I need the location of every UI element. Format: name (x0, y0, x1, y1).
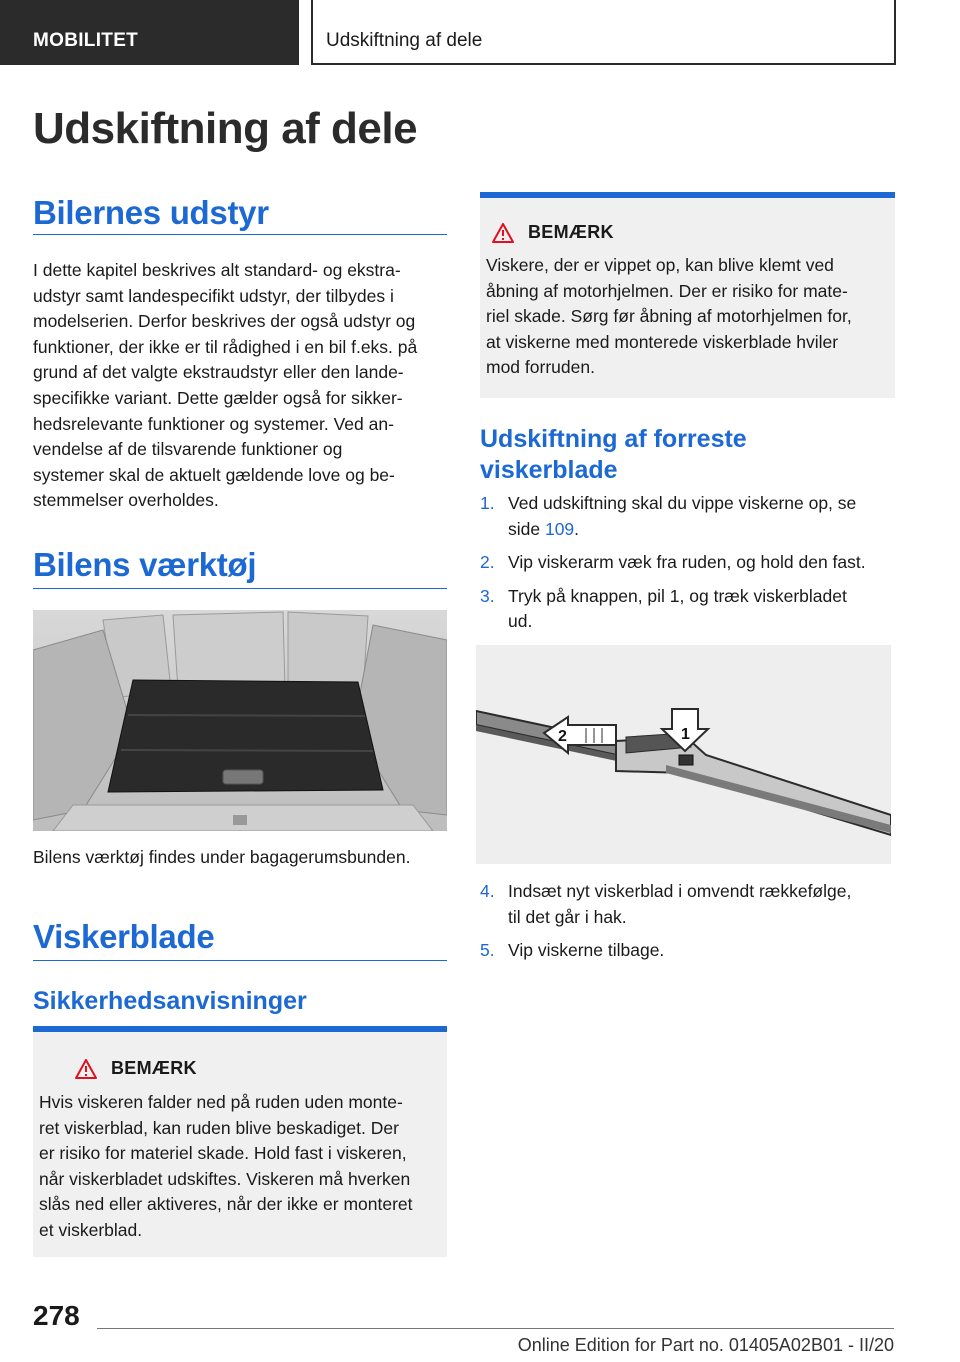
note-text (39, 1090, 443, 1244)
text-line: specifikke variant. Dette gælder også for sikker- (33, 387, 403, 408)
text-line: funktioner, der ikke er til rådighed i en bil f.eks. på (33, 336, 418, 357)
text-line: grund af det valgte ekstraudstyr eller den lande- (33, 362, 404, 383)
chapter-label: Udskiftning af dele (326, 30, 483, 51)
note-header (492, 222, 614, 243)
step-number: 2. (480, 552, 495, 573)
text-line: når viskerbladet udskiftes. Viskeren må hverken (39, 1168, 411, 1189)
step-text: Vip viskerne tilbage. (508, 940, 665, 961)
text-line: udstyr samt landespecifikt udstyr, der tilbydes i (33, 285, 394, 306)
text-line: mod forruden. (486, 357, 595, 378)
heading-rule (33, 234, 447, 235)
step-number: 4. (480, 881, 495, 901)
text-line: åbning af motorhjelmen. Der er risiko for mate- (486, 280, 848, 301)
text-line: riel skade. Sørg før åbning af motorhjelmen for, (486, 306, 852, 327)
note-box-left (33, 1026, 447, 1257)
steps-list-a (480, 491, 900, 643)
text-line: ret viskerblad, kan ruden blive beskadiget. Der (39, 1117, 399, 1138)
step-text: ud. (508, 611, 533, 632)
text-line: Hvis viskeren falder ned på ruden uden monte- (39, 1092, 403, 1112)
note-label: BEMÆRK (528, 222, 614, 242)
trunk-illustration (33, 610, 447, 831)
heading-front-wipers (480, 424, 747, 486)
trunk-drawing (33, 610, 447, 831)
text-line: modelserien. Derfor beskrives der også udstyr og (33, 311, 416, 332)
text-line: at viskerne med monterede viskerblade hviler (486, 331, 839, 352)
step-number: 3. (480, 585, 495, 606)
arrow-1-label: 1 (681, 726, 690, 743)
text-line: stemmelser overholdes. (33, 490, 219, 511)
tools-caption: Bilens værktøj findes under bagagerumsbunden. (33, 847, 411, 867)
step-text (508, 517, 900, 543)
text-line: er risiko for materiel skade. Hold fast i viskeren, (39, 1143, 407, 1164)
list-item (480, 491, 900, 542)
warning-triangle-icon (492, 223, 514, 243)
step-text-part: side (508, 518, 545, 539)
arrow-2-label: 2 (558, 728, 567, 745)
list-item (480, 879, 900, 930)
steps-list-b (480, 879, 900, 972)
text-line: vendelse af de tilsvarende funktioner og (33, 439, 343, 460)
section-label: MOBILITET (33, 30, 139, 51)
note-label: BEMÆRK (111, 1058, 197, 1078)
list-item (480, 550, 900, 576)
page-link[interactable]: 109 (544, 518, 575, 539)
chapter-header (311, 0, 896, 65)
heading-line: Udskiftning af forreste (480, 425, 747, 453)
step-text: Ved udskiftning skal du vippe viskerne op, se (508, 493, 857, 513)
page-title: Udskiftning af dele (33, 104, 418, 153)
step-text: Tryk på knappen, pil 1, og træk viskerbladet (508, 585, 847, 606)
heading-rule (33, 588, 447, 589)
wiper-illustration (476, 645, 891, 864)
heading-wipers: Viskerblade (33, 918, 215, 955)
warning-triangle-icon (75, 1059, 97, 1079)
text-line: Viskere, der er vippet op, kan blive klemt ved (486, 255, 834, 275)
step-text: Vip viskerarm væk fra ruden, og hold den fast. (508, 552, 866, 573)
heading-equipment: Bilernes udstyr (33, 194, 269, 231)
step-text: Indsæt nyt viskerblad i omvendt rækkefølge, (508, 881, 852, 901)
text-line: slås ned eller aktiveres, når der ikke er monteret (39, 1194, 413, 1215)
footer-rule (97, 1328, 894, 1329)
list-item (480, 938, 900, 964)
list-item (480, 584, 900, 635)
step-number: 1. (480, 493, 495, 513)
step-text-part: . (574, 518, 580, 539)
note-box-right (480, 192, 895, 398)
heading-line: viskerblade (480, 456, 618, 484)
edition-note: Online Edition for Part no. 01405A02B01 - II/20 (517, 1335, 894, 1355)
text-line: systemer skal de aktuelt gældende love og be- (33, 464, 395, 485)
step-number: 5. (480, 940, 495, 961)
section-tab (0, 0, 299, 65)
heading-tools: Bilens værktøj (33, 546, 257, 583)
heading-rule (33, 960, 447, 961)
step-text: til det går i hak. (508, 906, 627, 927)
wiper-drawing (476, 645, 891, 864)
note-header (75, 1058, 197, 1079)
note-text (486, 253, 890, 381)
page-number: 278 (33, 1300, 80, 1331)
heading-safety: Sikkerhedsanvisninger (33, 987, 307, 1015)
text-line: et viskerblad. (39, 1219, 143, 1240)
text-line: I dette kapitel beskrives alt standard- og ekstra- (33, 260, 401, 280)
equipment-paragraph (33, 258, 453, 514)
text-line: hedsrelevante funktioner og systemer. Ved an- (33, 413, 394, 434)
